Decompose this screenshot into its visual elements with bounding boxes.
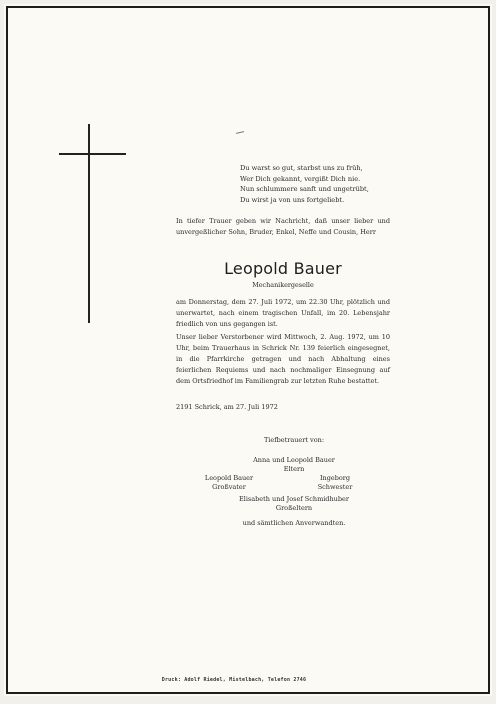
mourners-title: Tiefbetrauert von: <box>263 436 325 444</box>
intro-text: In tiefer Trauer geben wir Nachricht, daß unser lieber und unvergeßlicher Sohn, Bruder, Enkel, Neffe und Cousin, Herr <box>176 217 390 236</box>
deceased-name: Leopold Bauer <box>224 259 342 278</box>
mourner-sister <box>280 474 390 492</box>
memorial-poem <box>240 163 420 205</box>
cross-bar <box>59 153 126 155</box>
place-date: 2191 Schrick, am 27. Juli 1972 <box>176 403 278 411</box>
mourner-grandparents: Elisabeth und Josef Schmidhuber <box>239 495 349 503</box>
mourner-role: Schwester <box>317 483 353 491</box>
mourner-name: Leopold Bauer <box>204 474 254 482</box>
funeral-details: Unser lieber Verstorbener wird Mittwoch, 2. Aug. 1972, um 10 Uhr, beim Trauerhaus in Schrick Nr. 139 feierlich eingesegnet, in die Pfarrkirche getragen und nach Abhaltung eines feierlichen Requiems und nach nochmaliger Einsegnung auf dem Ortsfriedhof im Familiengrab zur letzten Ruhe bestattet. <box>176 333 390 385</box>
printer-imprint: Druck: Adolf Riedel, Mistelbach, Telefon 2746 <box>161 677 307 683</box>
death-circumstances: am Donnerstag, dem 27. Juli 1972, um 22.30 Uhr, plötzlich und unerwartet, nach einem tragischen Unfall, im 20. Lebensjahr friedlich von uns gegangen ist. <box>176 298 390 328</box>
poem-line: Nun schlummere sanft und ungetrübt, <box>240 185 369 194</box>
poem-line: Wer Dich gekannt, vergißt Dich nie. <box>240 174 361 183</box>
mourner-grandfather <box>174 474 284 492</box>
mourner-parents-role: Eltern <box>283 465 305 473</box>
poem-line: Du warst so gut, starbst uns zu früh, <box>240 164 363 172</box>
mourner-parents: Anna und Leopold Bauer <box>253 456 335 464</box>
death-notice <box>4 4 492 696</box>
mourner-role: Großvater <box>212 483 246 491</box>
mourner-relatives: und sämtlichen Anverwandten. <box>242 519 346 527</box>
mourner-name: Ingeborg <box>319 474 351 482</box>
mourner-grandparents-role: Großeltern <box>275 504 313 512</box>
poem-line: Du wirst ja von uns fortgeliebt. <box>240 195 345 204</box>
profession: Mechanikergeselle <box>252 281 314 289</box>
